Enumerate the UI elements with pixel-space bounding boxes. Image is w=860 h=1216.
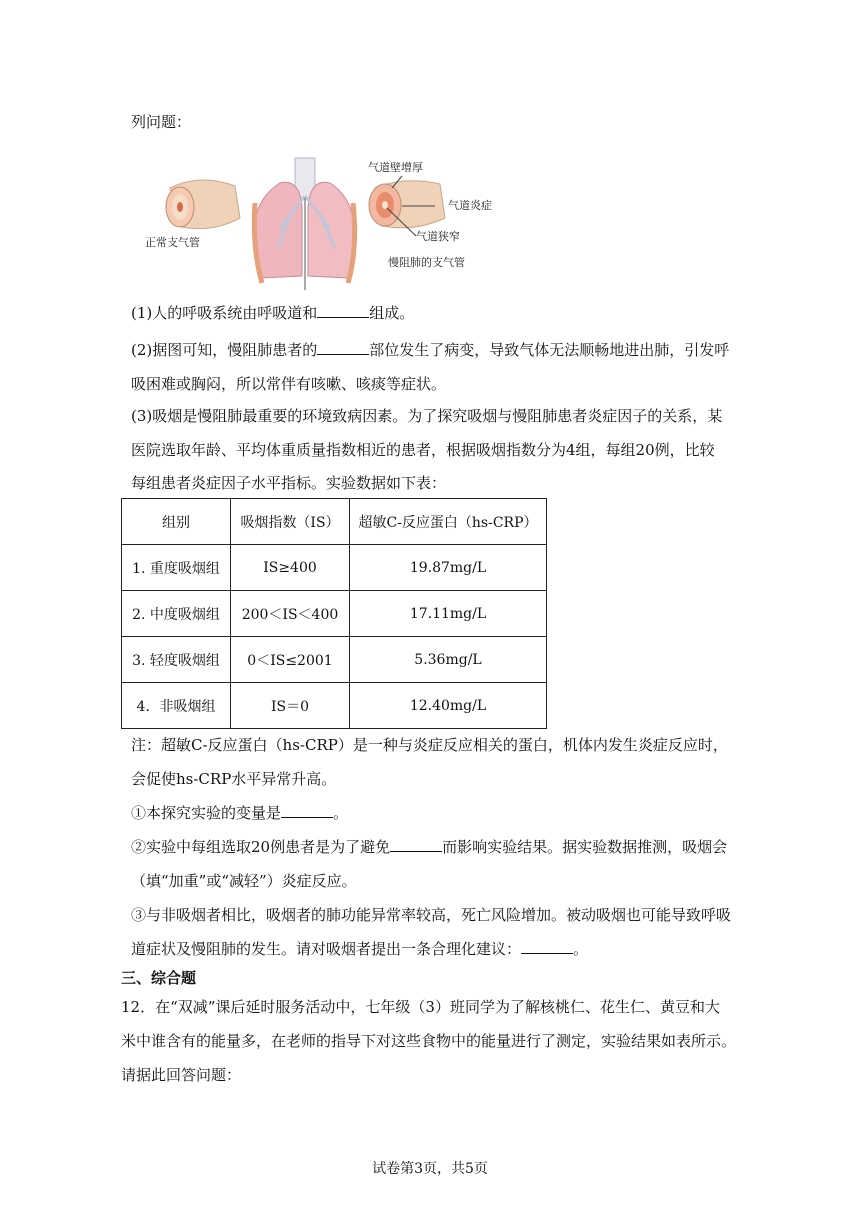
table-header-cell: 吸烟指数（IS） [231,499,350,545]
question-12-line1: 12．在“双减”课后延时服务活动中，七年级（3）班同学为了解核桃仁、花生仁、黄豆和大 [121,998,720,1016]
table-cell: 5.36mg/L [350,637,547,683]
table-cell: 2. 中度吸烟组 [122,591,231,637]
sub-question-2-line2: （填“加重”或“减轻”）炎症反应。 [131,872,357,890]
sub1-text-end: 。 [333,804,349,822]
table-cell: 19.87mg/L [350,545,547,591]
table-row [122,591,547,637]
label-inflammation: 气道炎症 [448,199,492,212]
table-header-cell: 超敏C-反应蛋白（hs-CRP） [350,499,547,545]
lung-bronchus-figure [140,148,520,290]
sub2-blank[interactable] [390,837,442,852]
sub3-text: 道症状及慢阻肺的发生。请对吸烟者提出一条合理化建议： [131,940,522,958]
sub2-text-cont: 而影响实验结果。据实验数据推测，吸烟会 [442,838,728,856]
question-12-line2: 米中谁含有的能量多，在老师的指导下对这些食物中的能量进行了测定，实验结果如表所示。 [121,1032,737,1050]
table-header-row [122,499,547,545]
note-line1: 注：超敏C-反应蛋白（hs-CRP）是一种与炎症反应相关的蛋白，机体内发生炎症反应时， [131,736,728,754]
q1-text-end: 组成。 [369,304,415,322]
label-copd-bronchus: 慢阻肺的支气管 [388,256,465,269]
note-line2: 会促使hs-CRP水平异常升高。 [131,770,337,788]
sub3-blank[interactable] [521,939,573,954]
q2-text: (2)据图可知，慢阻肺患者的 [131,341,318,359]
table-cell: IS≥400 [231,545,350,591]
q2-blank[interactable] [317,340,369,355]
table-cell: 3. 轻度吸烟组 [122,637,231,683]
sub-question-3-line1: ③与非吸烟者相比，吸烟者的肺功能异常率较高，死亡风险增加。被动吸烟也可能导致呼吸 [131,906,732,924]
table-row [122,545,547,591]
question-2-line1 [131,340,729,360]
question-2-line2: 吸困难或胸闷，所以常伴有咳嗽、咳痰等症状。 [131,375,447,393]
normal-bronchus-image [166,180,240,229]
label-normal-bronchus: 正常支气管 [145,236,200,249]
question-3-line2: 医院选取年龄、平均体重质量指数相近的患者，根据吸烟指数分为4组，每组20例，比较 [131,441,715,459]
table-cell: 0＜IS≤2001 [231,637,350,683]
table-cell: 1. 重度吸烟组 [122,545,231,591]
copd-bronchus-image [369,176,445,236]
table-row [122,683,547,729]
table-cell: 12.40mg/L [350,683,547,729]
table-cell: 200＜IS＜400 [231,591,350,637]
q1-text: (1)人的呼吸系统由呼吸道和 [131,304,318,322]
smoking-data-table [121,498,547,729]
sub-question-3-line2 [131,939,588,959]
lungs-image [253,158,355,290]
sub-question-1 [131,803,348,823]
question-12-line3: 请据此回答问题： [121,1066,242,1084]
page-footer: 试卷第3页，共5页 [372,1161,488,1177]
question-3-line1: (3)吸烟是慢阻肺最重要的环境致病因素。为了探究吸烟与慢阻肺患者炎症因子的关系，某 [131,407,723,425]
label-thick-wall: 气道壁增厚 [368,161,423,174]
table-row [122,637,547,683]
sub3-text-end: 。 [573,940,589,958]
sub-question-2-line1 [131,837,727,857]
question-3-line3: 每组患者炎症因子水平指标。实验数据如下表： [131,474,447,492]
table-cell: 4．非吸烟组 [122,683,231,729]
question-1 [131,303,414,323]
section-title: 三、综合题 [121,969,197,987]
q1-blank[interactable] [317,303,369,318]
label-narrow: 气道狭窄 [416,230,460,243]
sub1-blank[interactable] [281,803,333,818]
sub1-text: ①本探究实验的变量是 [131,804,282,822]
q2-text-cont: 部位发生了病变，导致气体无法顺畅地进出肺，引发呼 [369,341,730,359]
table-cell: 17.11mg/L [350,591,547,637]
intro-text: 列问题： [131,113,192,131]
sub2-text: ②实验中每组选取20例患者是为了避免 [131,838,391,856]
table-header-cell: 组别 [122,499,231,545]
table-cell: IS＝0 [231,683,350,729]
